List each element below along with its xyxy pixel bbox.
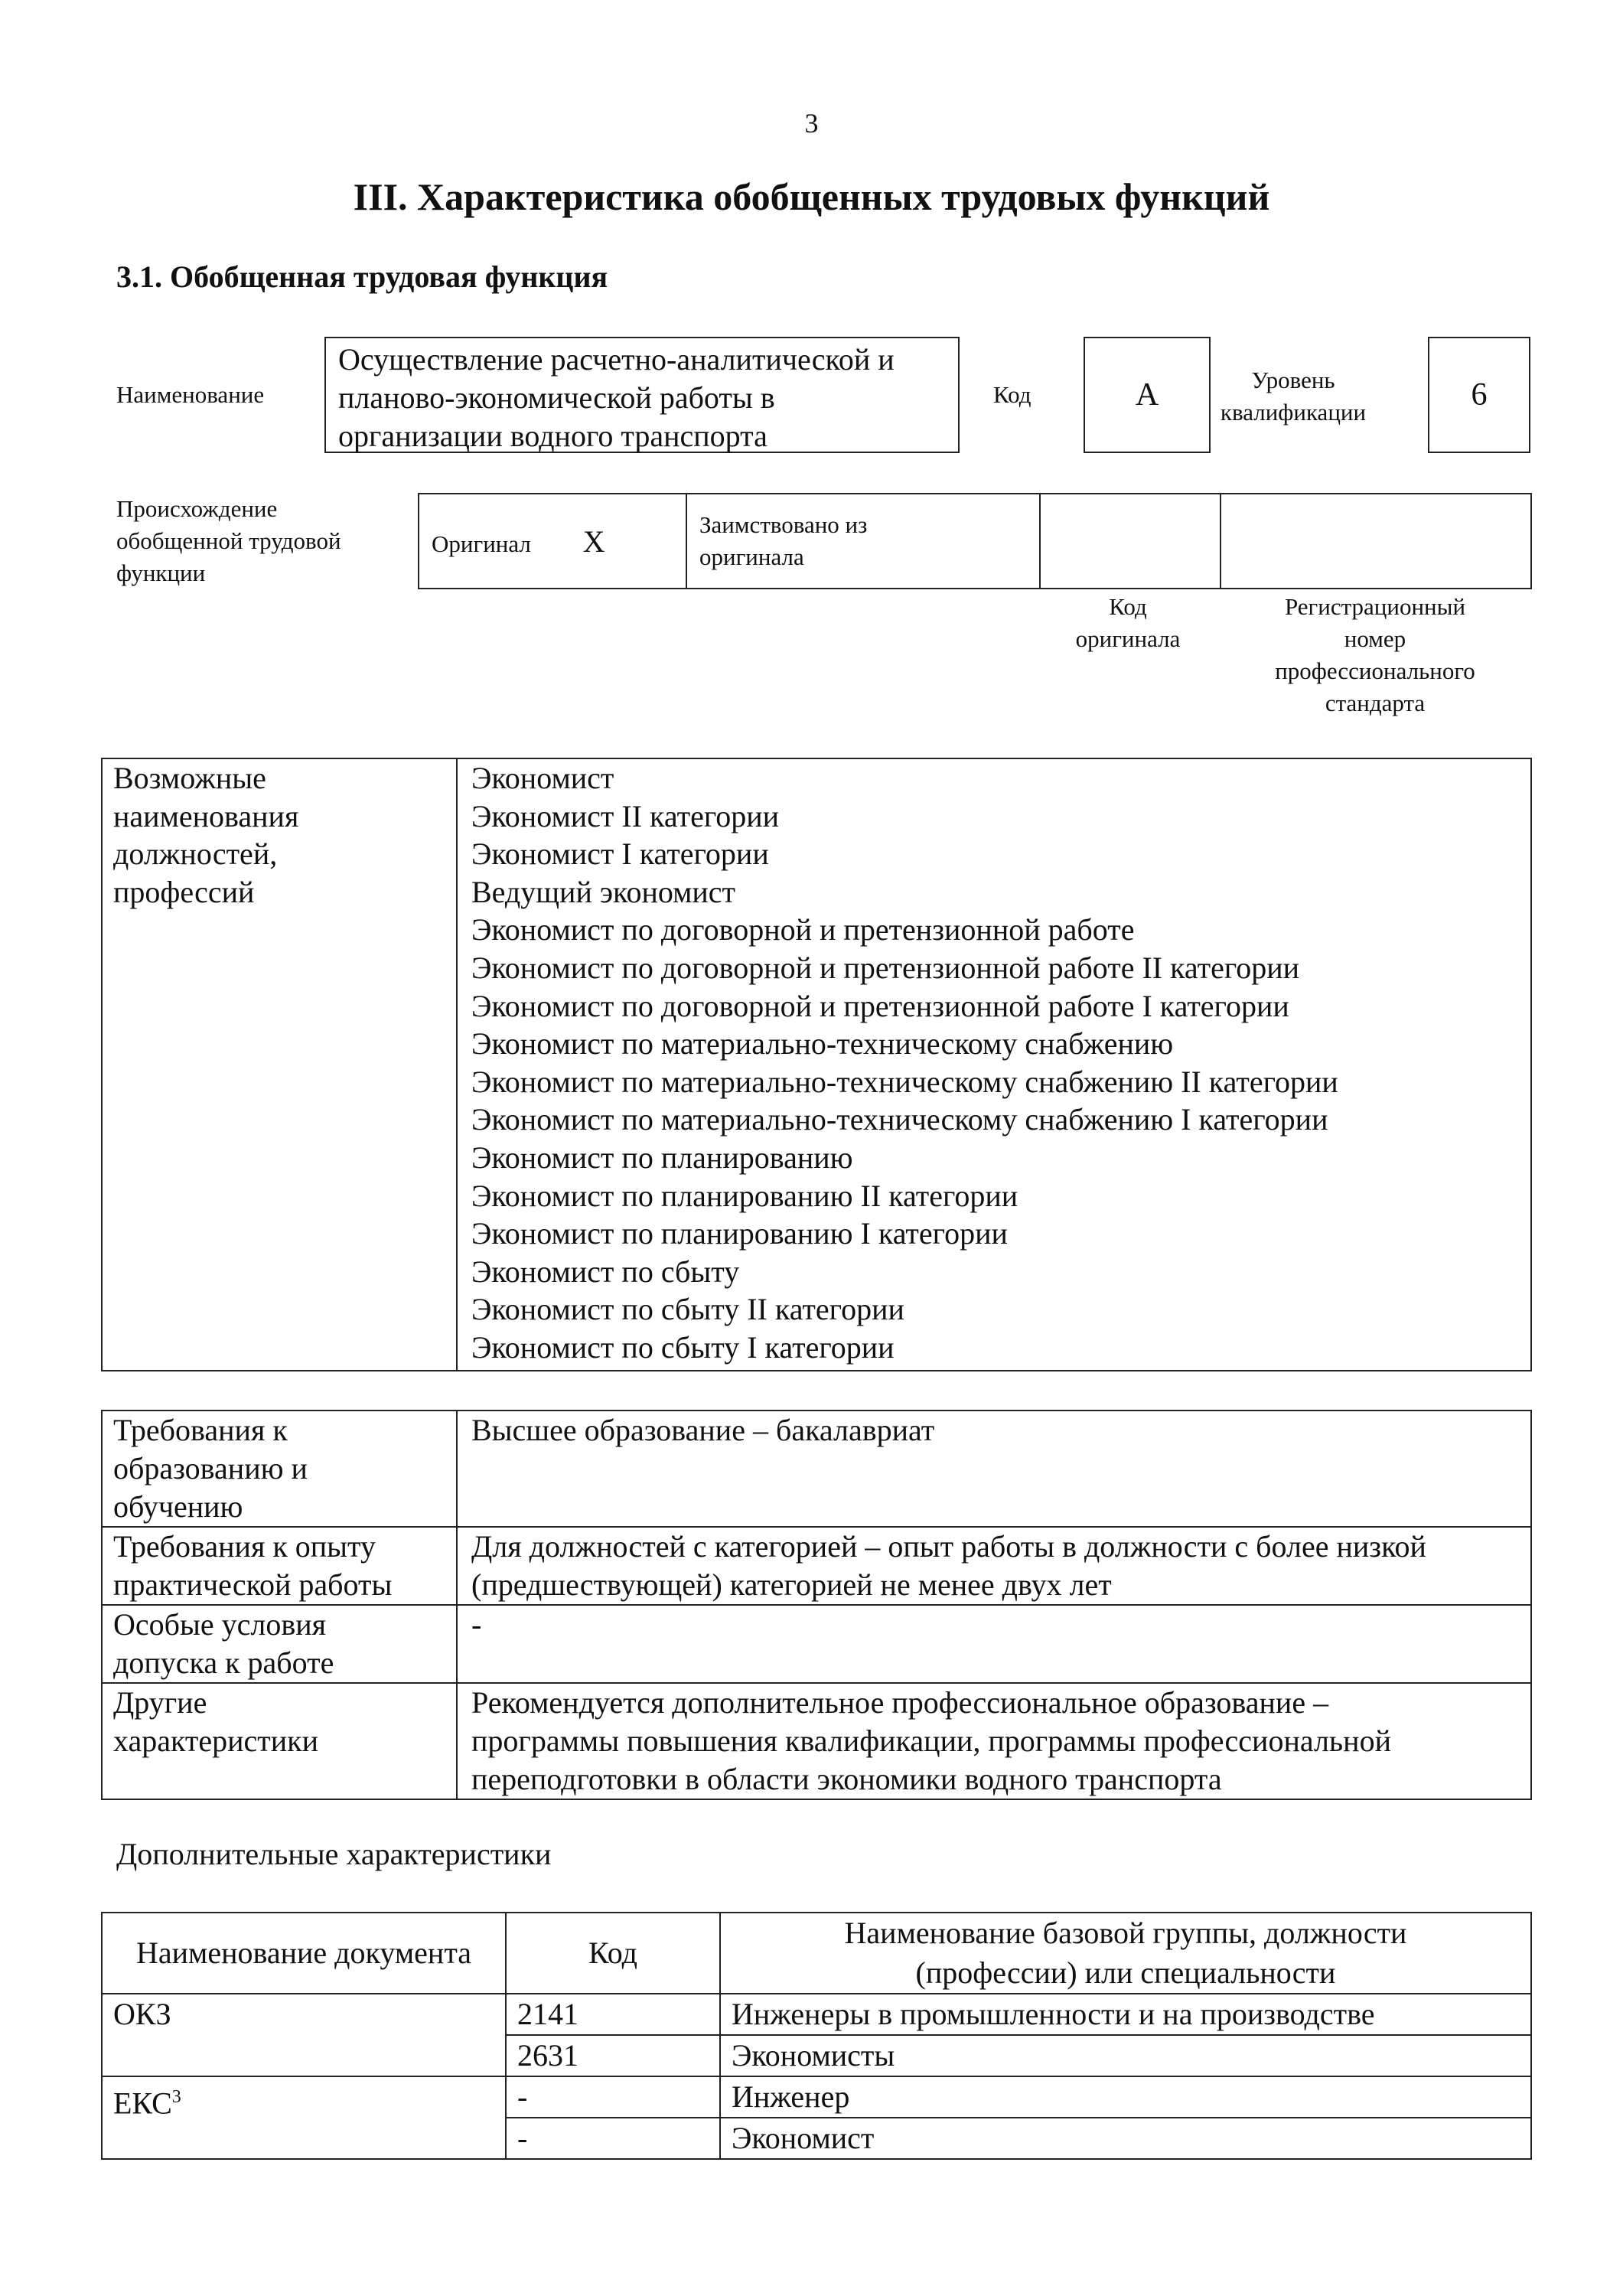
requirement-value-cell	[457, 1683, 1531, 1799]
requirement-label-line: допуска к работе	[113, 1645, 334, 1680]
otf-code-value: А	[1135, 377, 1159, 413]
origin-label-line: функции	[116, 559, 206, 586]
positions-label-cell	[102, 758, 457, 1371]
otf-name-label: Наименование	[116, 381, 265, 408]
table-row	[102, 2076, 1531, 2118]
position-item: Экономист по договорной и претензионной работе I категории	[471, 988, 1289, 1023]
eks-cell	[102, 2076, 506, 2159]
position-item: Экономист по сбыту I категории	[471, 1329, 895, 1365]
origin-borrowed-cell	[686, 494, 1040, 589]
otf-level-label-line: Уровень	[1251, 367, 1335, 393]
position-item: Экономист по планированию I категории	[471, 1216, 1008, 1251]
requirement-value-cell	[457, 1527, 1531, 1605]
requirement-value-cell	[457, 1605, 1531, 1683]
position-item: Экономист по договорной и претензионной работе	[471, 912, 1135, 947]
origin-original-cell	[419, 494, 686, 589]
requirement-label-line: характеристики	[113, 1724, 319, 1758]
requirement-label-cell	[102, 1605, 457, 1683]
requirement-row	[102, 1527, 1531, 1605]
positions-label-line: должностей,	[113, 837, 278, 872]
requirement-value-line: (предшествующей) категорией не менее двух лет	[471, 1567, 1112, 1602]
okz-cell: ОКЗ	[102, 1994, 506, 2076]
origin-reg-caption	[1220, 591, 1530, 719]
name-cell: Инженеры в промышленности и на производстве	[720, 1994, 1531, 2035]
position-item: Экономист по сбыту II категории	[471, 1292, 904, 1327]
otf-code-label: Код	[993, 381, 1031, 408]
requirement-value-line: программы повышения квалификации, программы профессиональной	[471, 1724, 1391, 1758]
position-item: Ведущий экономист	[471, 874, 736, 909]
requirement-value-cell	[457, 1411, 1531, 1527]
otf-name-line: планово-экономической работы в	[338, 380, 775, 415]
position-item: Экономист по планированию II категории	[471, 1178, 1018, 1213]
requirement-label-cell	[102, 1527, 457, 1605]
otf-name-box	[324, 337, 960, 453]
position-item: Экономист по материально-техническому снабжению I категории	[471, 1102, 1328, 1137]
origin-reg-caption-line: номер	[1344, 625, 1406, 652]
additional-table	[101, 1912, 1532, 2160]
otf-code-box	[1084, 337, 1211, 453]
origin-reg-caption-line: Регистрационный	[1284, 593, 1466, 620]
position-item: Экономист	[471, 761, 614, 795]
requirement-label-cell	[102, 1411, 457, 1527]
origin-code-caption	[1038, 591, 1218, 655]
header-name-line: Наименование базовой группы, должности	[844, 1916, 1407, 1950]
requirement-label-line: Требования к	[113, 1413, 288, 1447]
positions-label-line: профессий	[113, 874, 255, 909]
position-item: Экономист по сбыту	[471, 1254, 740, 1289]
origin-table	[418, 493, 1532, 589]
position-item: Экономист по планированию	[471, 1140, 853, 1175]
requirement-label-line: Особые условия	[113, 1607, 327, 1642]
position-item: Экономист I категории	[471, 837, 769, 872]
positions-label-line: наименования	[113, 798, 299, 833]
name-cell: Экономисты	[720, 2035, 1531, 2076]
table-row	[102, 1994, 1531, 2035]
origin-label-line: Происхождение	[116, 495, 278, 522]
position-item: Экономист II категории	[471, 798, 780, 833]
origin-reg-cell	[1221, 494, 1531, 589]
origin-borrowed-line: оригинала	[699, 543, 804, 570]
footnote-ref: 3	[171, 2087, 181, 2107]
name-cell: Инженер	[720, 2076, 1531, 2118]
requirement-row	[102, 1411, 1531, 1527]
position-item: Экономист по материально-техническому снабжению	[471, 1026, 1174, 1062]
origin-label-line: обобщенной трудовой	[116, 527, 341, 554]
origin-reg-caption-line: стандарта	[1325, 690, 1426, 716]
requirement-row	[102, 1605, 1531, 1683]
origin-original-mark: X	[582, 523, 605, 559]
requirement-label-line: практической работы	[113, 1567, 393, 1602]
subsection-title: 3.1. Обобщенная трудовая функция	[116, 259, 608, 294]
positions-list-cell	[457, 758, 1531, 1371]
eks-label: ЕКС	[113, 2086, 172, 2121]
section-title: III. Характеристика обобщенных трудовых функций	[353, 175, 1270, 218]
additional-header-row	[102, 1913, 1531, 1994]
requirement-label-cell	[102, 1683, 457, 1799]
otf-name-line: Осуществление расчетно-аналитической и	[338, 342, 895, 377]
positions-label-line: Возможные	[113, 761, 266, 795]
header-name-line: (профессии) или специальности	[915, 1955, 1336, 1990]
requirement-value-line: Рекомендуется дополнительное профессиональное образование –	[471, 1685, 1329, 1720]
origin-original-label: Оригинал	[432, 530, 531, 557]
header-code: Код	[506, 1913, 720, 1994]
position-item: Экономист по договорной и претензионной работе II категории	[471, 950, 1300, 985]
requirement-value-line: Высшее образование – бакалавриат	[471, 1413, 935, 1447]
requirement-label-line: Требования к опыту	[113, 1529, 376, 1564]
page-number: 3	[804, 108, 819, 139]
origin-code-caption-line: оригинала	[1075, 625, 1181, 652]
requirement-value-line: -	[471, 1607, 482, 1642]
code-cell: -	[506, 2118, 720, 2159]
name-cell: Экономист	[720, 2118, 1531, 2159]
requirements-table	[101, 1410, 1532, 1800]
position-item: Экономист по материально-техническому снабжению II категории	[471, 1064, 1338, 1099]
origin-borrowed-line: Заимствовано из	[699, 511, 868, 538]
origin-code-caption-line: Код	[1109, 593, 1147, 620]
requirement-label-line: Другие	[113, 1685, 207, 1720]
requirement-label-line: обучению	[113, 1489, 243, 1524]
positions-table	[101, 758, 1532, 1371]
origin-label	[116, 493, 341, 589]
requirement-row	[102, 1683, 1531, 1799]
code-cell: 2631	[506, 2035, 720, 2076]
otf-level-box	[1428, 337, 1530, 453]
requirement-label-line: образованию и	[113, 1451, 308, 1486]
additional-title: Дополнительные характеристики	[116, 1837, 552, 1871]
requirement-value-line: переподготовки в области экономики водного транспорта	[471, 1762, 1222, 1796]
origin-reg-caption-line: профессионального	[1275, 657, 1475, 684]
code-cell: 2141	[506, 1994, 720, 2035]
otf-level-label-line: квалификации	[1220, 399, 1367, 426]
otf-level-value: 6	[1471, 377, 1488, 413]
header-name	[720, 1913, 1531, 1994]
otf-level-label	[1217, 364, 1370, 429]
header-doc: Наименование документа	[102, 1913, 506, 1994]
origin-code-cell	[1040, 494, 1221, 589]
otf-name-line: организации водного транспорта	[338, 419, 768, 453]
requirement-value-line: Для должностей с категорией – опыт работы в должности с более низкой	[471, 1529, 1426, 1564]
code-cell: -	[506, 2076, 720, 2118]
